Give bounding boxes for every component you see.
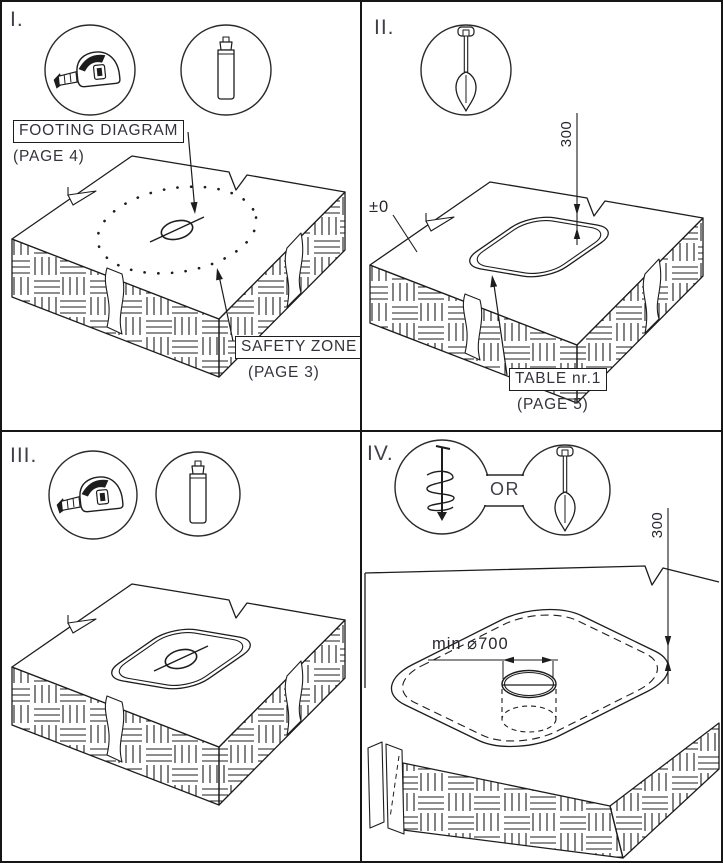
footing-diagram-callout: FOOTING DIAGRAM <box>13 120 184 143</box>
break-sliver <box>386 744 404 834</box>
panel-3-drawing <box>2 432 360 861</box>
step-numeral: IV. <box>367 442 394 465</box>
safety-zone-callout: SAFETY ZONE <box>235 336 360 359</box>
footing-page-ref: (PAGE 4) <box>13 148 85 165</box>
panel-step-2 <box>362 2 721 430</box>
panel-4-drawing <box>362 432 721 861</box>
step-numeral: III. <box>10 444 38 467</box>
table-callout: TABLE nr.1 <box>509 368 607 391</box>
ground-level-label: ±0 <box>369 198 390 216</box>
step-numeral: I. <box>10 8 24 31</box>
ground-edge <box>365 566 719 585</box>
or-label: OR <box>490 479 520 499</box>
break-sliver <box>368 742 384 828</box>
excavation-closeup <box>368 598 692 758</box>
diameter-dimension <box>428 657 558 679</box>
post-hole-cylinder <box>502 671 556 733</box>
panel-step-4 <box>362 432 721 861</box>
safety-page-ref: (PAGE 3) <box>248 364 320 381</box>
panel-2-drawing <box>362 2 721 430</box>
step-numeral: II. <box>374 16 395 39</box>
soil-cross-section <box>368 723 719 858</box>
min-diameter-label: min ⌀700 <box>432 635 509 653</box>
table-page-ref: (PAGE 5) <box>517 396 589 413</box>
depth-dimension-label: 300 <box>558 120 575 148</box>
panel-step-1 <box>2 2 360 430</box>
panel-step-3 <box>2 432 360 861</box>
depth-dimension-label: 300 <box>649 511 666 539</box>
